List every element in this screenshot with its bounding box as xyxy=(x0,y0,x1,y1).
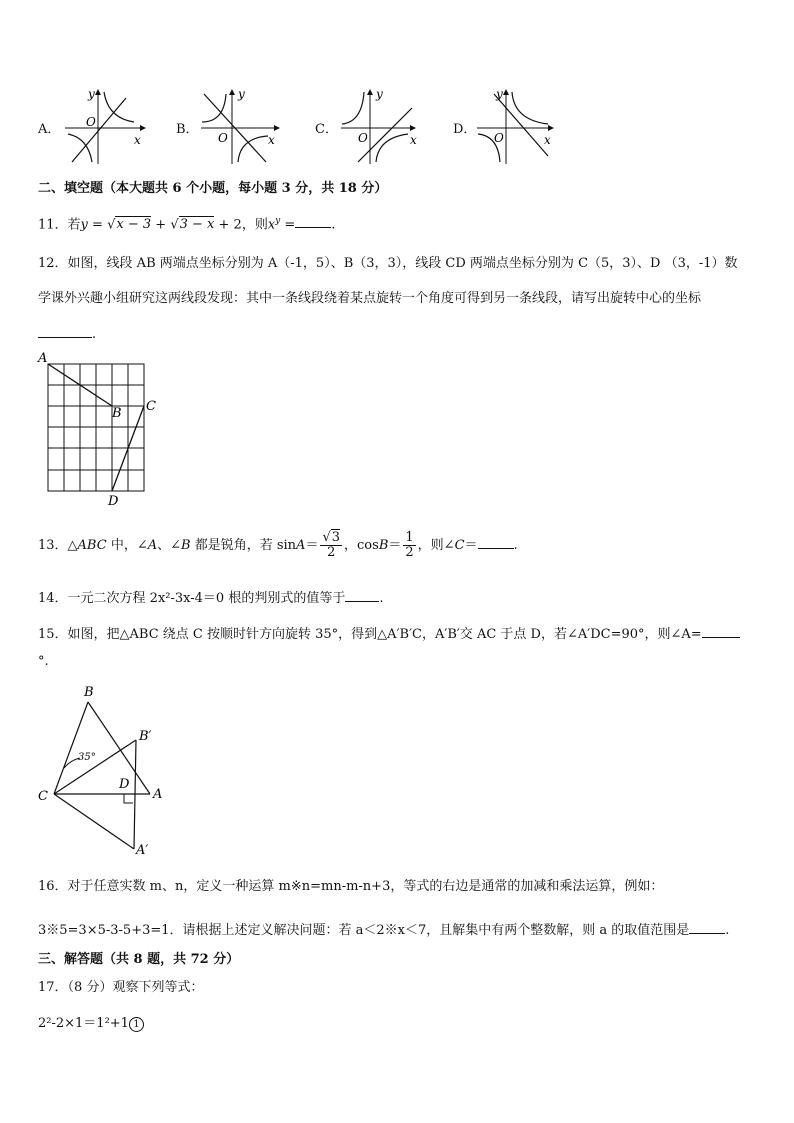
q11-after: = xyxy=(280,217,296,233)
q13-tri: △ABC xyxy=(67,538,107,553)
option-a-label: A． xyxy=(38,122,61,137)
q12-line2: 学课外兴趣小组研究这两线段发现：其中一条线段绕着某点旋转一个角度可得到另一条线段，请写出旋转中心的坐标 xyxy=(38,291,702,306)
option-b-o: O xyxy=(218,131,228,145)
q11-line: 11．若y = √x − 3 + √3 − x + 2，则$x^y$ = . xyxy=(38,216,336,233)
label-d: D xyxy=(108,494,119,509)
q12-line3 xyxy=(38,325,96,343)
q13-line: 13．△ABC 中，∠A、∠B 都是锐角，若 sinA＝ $\frac{√3}{2}$ ，cosB＝ $\frac{1}{2}$ ，则∠C＝ . xyxy=(38,530,518,560)
option-a-graph xyxy=(60,86,150,166)
q11-xy: x xyxy=(267,217,276,233)
option-a-y: y xyxy=(88,87,95,101)
q14-answer-blank[interactable] xyxy=(345,589,379,602)
q12-line1: 12．如图，线段 AB 两端点坐标分别为 A（-1，5）、B（3，3），线段 CD 两端点坐标分别为 C（5，3）、D （3，-1）数 xyxy=(38,256,738,271)
q12-end: . xyxy=(92,327,97,342)
option-b-graph xyxy=(196,86,286,166)
q11-xy-exp: y xyxy=(275,216,281,226)
q13-frac-sqrt3-over-2: $\frac{√3}{2}$ xyxy=(322,530,341,560)
q15-label-b-prime: B′ xyxy=(139,729,152,744)
option-c-y: y xyxy=(376,87,383,101)
q11-sqrt2: 3 − x xyxy=(179,217,215,233)
q14-line: 14．一元二次方程 2x²-3x-4＝0 根的判别式的值等于 . xyxy=(38,591,384,606)
option-b-label: B． xyxy=(176,122,199,137)
q11-sqrt1: x − 3 xyxy=(116,217,152,233)
option-c-graph xyxy=(336,86,426,166)
q13-num: 13． xyxy=(38,538,68,553)
section3-title: 三、解答题（共 8 题，共 72 分） xyxy=(38,952,240,967)
q16-line1: 16．对于任意实数 m、n，定义一种运算 m※n=mn-m-n+3，等式的右边是通常的加减和乘法运算，例如： xyxy=(38,879,664,894)
q17-title: 17．（8 分）观察下列等式： xyxy=(38,980,204,995)
q15-label-b: B xyxy=(84,685,94,700)
q15-label-c: C xyxy=(38,789,48,804)
q13-answer-blank[interactable] xyxy=(478,536,514,549)
option-d-y: y xyxy=(496,87,503,101)
q16-answer-blank[interactable] xyxy=(689,921,725,934)
option-c-x: x xyxy=(410,133,417,147)
q11-eq: = xyxy=(87,217,108,233)
q15-label-d: D xyxy=(119,777,130,792)
q15-label-a-prime: A′ xyxy=(136,843,149,858)
q12-answer-blank[interactable] xyxy=(38,325,92,338)
q15-line1: 15．如图，把△ABC 绕点 C 按顺时针方向旋转 35°，得到△A′B′C，A′B′交 AC 于点 D，若∠A′DC=90°，则∠A= xyxy=(38,625,740,643)
q14-text: 14．一元二次方程 2x²-3x-4＝0 根的判别式的值等于 xyxy=(38,591,346,606)
q17-circled-1: 1 xyxy=(129,1017,144,1032)
q11-plus1: + xyxy=(151,217,171,233)
q11-plus2: + 2 xyxy=(214,217,242,233)
option-d-graph xyxy=(472,86,562,166)
label-a: A xyxy=(38,351,48,366)
q15-answer-blank[interactable] xyxy=(702,625,740,638)
q12-grid-figure xyxy=(36,350,166,510)
q11-num: 11．若 xyxy=(38,217,81,233)
option-c-o: O xyxy=(358,131,368,145)
option-d-o: O xyxy=(494,131,504,145)
q15-angle-35: 35° xyxy=(78,752,96,763)
q15-line2: °. xyxy=(38,654,49,669)
option-a-x: x xyxy=(134,133,141,147)
section2-title: 二、填空题（本大题共 6 个小题，每小题 3 分，共 18 分） xyxy=(38,181,388,196)
q11-answer-blank[interactable] xyxy=(295,215,331,228)
q11-y: y xyxy=(80,217,88,233)
q15-triangle-figure xyxy=(36,682,176,862)
option-b-x: x xyxy=(268,133,275,147)
option-d-label: D． xyxy=(453,122,477,137)
label-b: B xyxy=(112,406,122,421)
q15-label-a: A xyxy=(153,787,163,802)
q13-frac-1-over-2: $\frac{1}{2}$ xyxy=(405,530,414,560)
option-b-y: y xyxy=(238,87,245,101)
q11-end: . xyxy=(331,217,336,233)
option-d-x: x xyxy=(544,133,551,147)
q17-equation: 2²-2×1＝1²+1 1 xyxy=(38,1016,144,1032)
q11-then: ，则 xyxy=(241,217,268,233)
label-c: C xyxy=(146,399,156,414)
option-a-o: O xyxy=(86,115,96,129)
q16-line2: 3※5=3×5-3-5+3=1．请根据上述定义解决问题：若 a＜2※x＜7，且解集中有两个整数解，则 a 的取值范围是 . xyxy=(38,923,730,938)
option-c-label: C． xyxy=(315,122,338,137)
